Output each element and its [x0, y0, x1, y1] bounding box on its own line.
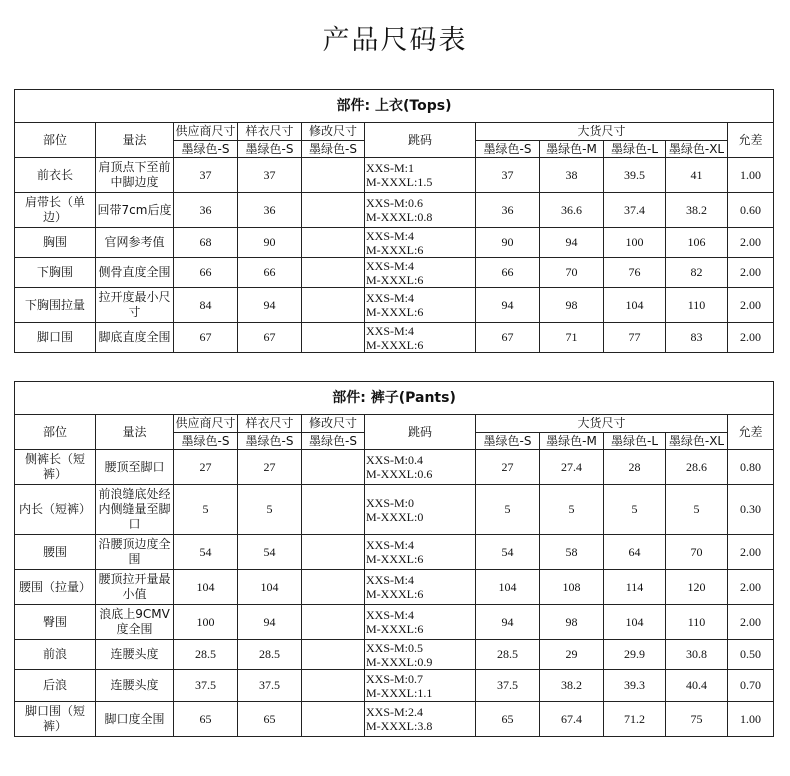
method-cell: 脚口度全围: [96, 702, 174, 737]
table-row: [15, 605, 774, 640]
modified-size-cell: [302, 228, 365, 258]
bulk-m-cell: 38.2: [540, 670, 604, 702]
sample-size-cell: 36: [238, 193, 302, 228]
jump-code-cell: [365, 535, 476, 570]
bulk-m-cell: 98: [540, 288, 604, 323]
bulk-s-cell: 54: [476, 535, 540, 570]
tolerance-cell: 2.00: [728, 323, 774, 353]
header-sub-modified: 墨绿色-S: [302, 141, 365, 158]
header-modified-size: 修改尺寸: [302, 415, 365, 433]
table-row: [15, 485, 774, 535]
bulk-l-cell: 71.2: [604, 702, 666, 737]
jump-code-cell: [365, 450, 476, 485]
tolerance-cell: 0.30: [728, 485, 774, 535]
table-row: [15, 288, 774, 323]
jump-code-cell: [365, 228, 476, 258]
header-tolerance: 允差: [728, 415, 774, 450]
method-cell: 肩顶点下至前中脚边度: [96, 158, 174, 193]
table-row: [15, 570, 774, 605]
modified-size-cell: [302, 323, 365, 353]
header-bulk-size: 大货尺寸: [476, 415, 728, 433]
bulk-l-cell: 104: [604, 288, 666, 323]
bulk-l-cell: 39.3: [604, 670, 666, 702]
jump-code-cell: [365, 193, 476, 228]
method-cell: 脚底直度全围: [96, 323, 174, 353]
table-row: [15, 670, 774, 702]
supplier-size-cell: 37: [174, 158, 238, 193]
bulk-l-cell: 28: [604, 450, 666, 485]
bulk-xl-cell: 106: [666, 228, 728, 258]
modified-size-cell: [302, 570, 365, 605]
sample-size-cell: 65: [238, 702, 302, 737]
tolerance-cell: 1.00: [728, 158, 774, 193]
jump-code-line: XXS-M:0.4: [366, 453, 424, 467]
supplier-size-cell: 104: [174, 570, 238, 605]
bulk-l-cell: 37.4: [604, 193, 666, 228]
supplier-size-cell: 36: [174, 193, 238, 228]
bulk-s-cell: 94: [476, 288, 540, 323]
modified-size-cell: [302, 158, 365, 193]
tolerance-cell: 0.60: [728, 193, 774, 228]
supplier-size-cell: 37.5: [174, 670, 238, 702]
supplier-size-cell: 84: [174, 288, 238, 323]
bulk-s-cell: 37: [476, 158, 540, 193]
modified-size-cell: [302, 640, 365, 670]
jump-code-line: M-XXXL:6: [366, 622, 424, 636]
header-sample-size: 样衣尺寸: [238, 123, 302, 141]
jump-code-line: XXS-M:4: [366, 573, 415, 587]
bulk-m-cell: 27.4: [540, 450, 604, 485]
part-cell: 侧裤长（短裤）: [15, 450, 96, 485]
sample-size-cell: 27: [238, 450, 302, 485]
tolerance-cell: 2.00: [728, 535, 774, 570]
bulk-m-cell: 98: [540, 605, 604, 640]
modified-size-cell: [302, 670, 365, 702]
header-supplier-size: 供应商尺寸: [174, 415, 238, 433]
part-cell: 下胸围: [15, 258, 96, 288]
bulk-xl-cell: 40.4: [666, 670, 728, 702]
bulk-m-cell: 5: [540, 485, 604, 535]
bulk-l-cell: 39.5: [604, 158, 666, 193]
sample-size-cell: 54: [238, 535, 302, 570]
method-cell: 官网参考值: [96, 228, 174, 258]
header-sub-sample: 墨绿色-S: [238, 141, 302, 158]
jump-code-cell: [365, 158, 476, 193]
supplier-size-cell: 27: [174, 450, 238, 485]
bulk-s-cell: 94: [476, 605, 540, 640]
bulk-xl-cell: 75: [666, 702, 728, 737]
header-part: 部位: [15, 123, 96, 158]
bulk-s-cell: 65: [476, 702, 540, 737]
modified-size-cell: [302, 288, 365, 323]
bulk-xl-cell: 5: [666, 485, 728, 535]
jump-code-line: M-XXXL:1.1: [366, 685, 433, 700]
bulk-xl-cell: 83: [666, 323, 728, 353]
modified-size-cell: [302, 702, 365, 737]
part-cell: 肩带长（单边）: [15, 193, 96, 228]
part-cell: 内长（短裤）: [15, 485, 96, 535]
header-sub-bulk-m: 墨绿色-M: [540, 141, 604, 158]
method-cell: 沿腰顶边度全围: [96, 535, 174, 570]
sample-size-cell: 5: [238, 485, 302, 535]
jump-code-cell: [365, 570, 476, 605]
bulk-s-cell: 36: [476, 193, 540, 228]
bulk-l-cell: 5: [604, 485, 666, 535]
sample-size-cell: 94: [238, 605, 302, 640]
supplier-size-cell: 28.5: [174, 640, 238, 670]
table-row: [15, 535, 774, 570]
part-cell: 脚口围（短裤）: [15, 702, 96, 737]
header-sub-bulk-s: 墨绿色-S: [476, 433, 540, 450]
tolerance-cell: 2.00: [728, 228, 774, 258]
header-jump-code: 跳码: [365, 415, 476, 450]
method-cell: 回带7cm后度: [96, 193, 174, 228]
bulk-m-cell: 71: [540, 323, 604, 353]
header-sub-bulk-l: 墨绿色-L: [604, 141, 666, 158]
header-method: 量法: [96, 123, 174, 158]
jump-code-cell: [365, 640, 476, 670]
table-row: [15, 258, 774, 288]
bulk-l-cell: 104: [604, 605, 666, 640]
bulk-xl-cell: 120: [666, 570, 728, 605]
header-sub-sample: 墨绿色-S: [238, 433, 302, 450]
bulk-m-cell: 94: [540, 228, 604, 258]
tops-size-table: [14, 89, 774, 353]
header-part: 部位: [15, 415, 96, 450]
jump-code-line: XXS-M:4: [366, 323, 415, 338]
header-sub-bulk-m: 墨绿色-M: [540, 433, 604, 450]
sample-size-cell: 66: [238, 258, 302, 288]
sample-size-cell: 37.5: [238, 670, 302, 702]
table-row: [15, 702, 774, 737]
tolerance-cell: 2.00: [728, 605, 774, 640]
bulk-s-cell: 37.5: [476, 670, 540, 702]
supplier-size-cell: 68: [174, 228, 238, 258]
header-bulk-size: 大货尺寸: [476, 123, 728, 141]
bulk-s-cell: 90: [476, 228, 540, 258]
jump-code-line: M-XXXL:0.6: [366, 467, 433, 481]
bulk-s-cell: 28.5: [476, 640, 540, 670]
bulk-l-cell: 29.9: [604, 640, 666, 670]
modified-size-cell: [302, 258, 365, 288]
supplier-size-cell: 100: [174, 605, 238, 640]
modified-size-cell: [302, 535, 365, 570]
jump-code-cell: [365, 485, 476, 535]
jump-code-line: XXS-M:2.4: [366, 705, 424, 719]
bulk-l-cell: 76: [604, 258, 666, 288]
header-tolerance: 允差: [728, 123, 774, 158]
bulk-m-cell: 108: [540, 570, 604, 605]
header-supplier-size: 供应商尺寸: [174, 123, 238, 141]
jump-code-line: M-XXXL:6: [366, 587, 424, 601]
tolerance-cell: 2.00: [728, 258, 774, 288]
jump-code-cell: [365, 258, 476, 288]
jump-code-line: M-XXXL:6: [366, 337, 424, 352]
jump-code-line: M-XXXL:0.8: [366, 210, 433, 224]
supplier-size-cell: 66: [174, 258, 238, 288]
modified-size-cell: [302, 485, 365, 535]
supplier-size-cell: 5: [174, 485, 238, 535]
bulk-l-cell: 77: [604, 323, 666, 353]
bulk-xl-cell: 70: [666, 535, 728, 570]
header-sample-size: 样衣尺寸: [238, 415, 302, 433]
jump-code-line: XXS-M:0.7: [366, 671, 424, 686]
tolerance-cell: 0.50: [728, 640, 774, 670]
sample-size-cell: 90: [238, 228, 302, 258]
sample-size-cell: 94: [238, 288, 302, 323]
jump-code-line: M-XXXL:1.5: [366, 175, 433, 189]
jump-code-line: XXS-M:4: [366, 258, 415, 273]
method-cell: 连腰头度: [96, 640, 174, 670]
pants-size-table: [14, 381, 774, 737]
bulk-s-cell: 67: [476, 323, 540, 353]
sample-size-cell: 67: [238, 323, 302, 353]
tolerance-cell: 2.00: [728, 288, 774, 323]
part-cell: 前衣长: [15, 158, 96, 193]
jump-code-cell: [365, 670, 476, 702]
header-sub-modified: 墨绿色-S: [302, 433, 365, 450]
tolerance-cell: 1.00: [728, 702, 774, 737]
bulk-s-cell: 66: [476, 258, 540, 288]
jump-code-line: M-XXXL:3.8: [366, 719, 433, 733]
header-sub-supplier: 墨绿色-S: [174, 433, 238, 450]
sample-size-cell: 37: [238, 158, 302, 193]
table-row: [15, 193, 774, 228]
method-cell: 腰顶至脚口: [96, 450, 174, 485]
bulk-l-cell: 114: [604, 570, 666, 605]
table-row: [15, 640, 774, 670]
bulk-xl-cell: 41: [666, 158, 728, 193]
part-cell: 下胸围拉量: [15, 288, 96, 323]
supplier-size-cell: 65: [174, 702, 238, 737]
jump-code-cell: [365, 323, 476, 353]
bulk-xl-cell: 38.2: [666, 193, 728, 228]
part-cell: 后浪: [15, 670, 96, 702]
jump-code-cell: [365, 702, 476, 737]
jump-code-line: XXS-M:1: [366, 161, 415, 175]
supplier-size-cell: 54: [174, 535, 238, 570]
tolerance-cell: 0.80: [728, 450, 774, 485]
jump-code-cell: [365, 605, 476, 640]
table-row: [15, 450, 774, 485]
header-method: 量法: [96, 415, 174, 450]
bulk-xl-cell: 28.6: [666, 450, 728, 485]
jump-code-line: XXS-M:0.5: [366, 640, 424, 655]
table-row: [15, 323, 774, 353]
bulk-xl-cell: 110: [666, 605, 728, 640]
section-title: 部件: 裤子(Pants): [15, 382, 774, 415]
bulk-l-cell: 100: [604, 228, 666, 258]
method-cell: 腰顶拉开量最小值: [96, 570, 174, 605]
page-title: 产品尺码表: [322, 25, 468, 56]
jump-code-line: XXS-M:4: [366, 291, 415, 305]
header-sub-bulk-xl: 墨绿色-XL: [666, 141, 728, 158]
sample-size-cell: 28.5: [238, 640, 302, 670]
method-cell: 连腰头度: [96, 670, 174, 702]
header-sub-bulk-xl: 墨绿色-XL: [666, 433, 728, 450]
bulk-m-cell: 58: [540, 535, 604, 570]
bulk-m-cell: 70: [540, 258, 604, 288]
jump-code-cell: [365, 288, 476, 323]
part-cell: 前浪: [15, 640, 96, 670]
method-cell: 浪底上9CMV度全围: [96, 605, 174, 640]
sample-size-cell: 104: [238, 570, 302, 605]
bulk-m-cell: 67.4: [540, 702, 604, 737]
bulk-s-cell: 104: [476, 570, 540, 605]
table-row: [15, 228, 774, 258]
jump-code-line: XXS-M:4: [366, 608, 415, 622]
part-cell: 腰围: [15, 535, 96, 570]
tolerance-cell: 0.70: [728, 670, 774, 702]
jump-code-line: XXS-M:0.6: [366, 196, 424, 210]
header-jump-code: 跳码: [365, 123, 476, 158]
bulk-xl-cell: 110: [666, 288, 728, 323]
supplier-size-cell: 67: [174, 323, 238, 353]
header-modified-size: 修改尺寸: [302, 123, 365, 141]
modified-size-cell: [302, 605, 365, 640]
jump-code-line: M-XXXL:6: [366, 272, 424, 287]
jump-code-line: M-XXXL:6: [366, 242, 424, 257]
jump-code-line: M-XXXL:6: [366, 552, 424, 566]
part-cell: 臀围: [15, 605, 96, 640]
part-cell: 胸围: [15, 228, 96, 258]
header-sub-bulk-s: 墨绿色-S: [476, 141, 540, 158]
jump-code-line: XXS-M:0: [366, 495, 415, 510]
section-title: 部件: 上衣(Tops): [15, 90, 774, 123]
bulk-m-cell: 38: [540, 158, 604, 193]
tolerance-cell: 2.00: [728, 570, 774, 605]
header-sub-supplier: 墨绿色-S: [174, 141, 238, 158]
jump-code-line: XXS-M:4: [366, 228, 415, 243]
bulk-xl-cell: 82: [666, 258, 728, 288]
bulk-s-cell: 5: [476, 485, 540, 535]
jump-code-line: M-XXXL:0.9: [366, 654, 433, 669]
bulk-s-cell: 27: [476, 450, 540, 485]
jump-code-line: M-XXXL:6: [366, 305, 424, 319]
modified-size-cell: [302, 193, 365, 228]
jump-code-line: XXS-M:4: [366, 538, 415, 552]
modified-size-cell: [302, 450, 365, 485]
header-sub-bulk-l: 墨绿色-L: [604, 433, 666, 450]
part-cell: 脚口围: [15, 323, 96, 353]
bulk-l-cell: 64: [604, 535, 666, 570]
method-cell: 前浪缝底处经内侧缝量至脚口: [96, 485, 174, 535]
method-cell: 拉开度最小尺寸: [96, 288, 174, 323]
method-cell: 侧骨直度全围: [96, 258, 174, 288]
bulk-xl-cell: 30.8: [666, 640, 728, 670]
jump-code-line: M-XXXL:0: [366, 509, 424, 524]
part-cell: 腰围（拉量）: [15, 570, 96, 605]
table-row: [15, 158, 774, 193]
bulk-m-cell: 36.6: [540, 193, 604, 228]
bulk-m-cell: 29: [540, 640, 604, 670]
